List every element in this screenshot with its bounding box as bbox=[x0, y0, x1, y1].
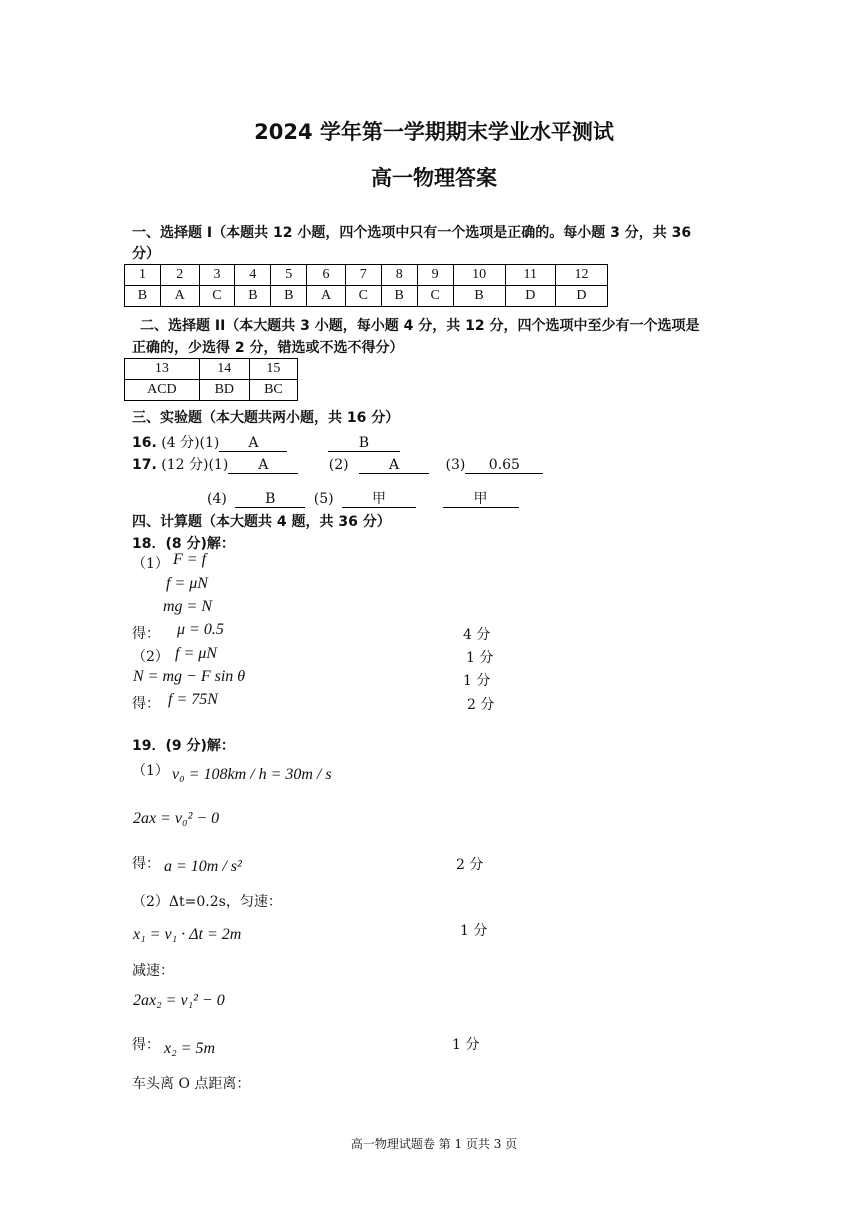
q19-eq-5: 2ax₂ = v₁² − 0 bbox=[133, 992, 225, 1009]
q16-answer-2: B bbox=[328, 435, 400, 452]
q17-answer-2: A bbox=[359, 457, 429, 474]
section1-heading: 一、选择题 I（本题共 12 小题，四个选项中只有一个选项是正确的。每小题 3 分，共 36 bbox=[132, 225, 692, 241]
table-row-answers bbox=[125, 286, 608, 307]
table-cell: C bbox=[417, 286, 453, 307]
q18-score-2: 1 分 bbox=[466, 650, 494, 666]
q18-eq-6: N = mg − F sin θ bbox=[133, 668, 246, 685]
q17-line-2 bbox=[207, 491, 519, 508]
section2-answer-table bbox=[124, 358, 298, 401]
section4-heading: 四、计算题（本大题共 4 题，共 36 分） bbox=[132, 514, 391, 530]
q19-eq-2: 2ax = v₀² − 0 bbox=[133, 810, 220, 827]
table-cell: D bbox=[555, 286, 607, 307]
table-cell: B bbox=[235, 286, 271, 307]
table-cell: 2 bbox=[160, 265, 199, 286]
table-cell: 7 bbox=[345, 265, 381, 286]
page-footer: 高一物理试题卷 第 1 页共 3 页 bbox=[350, 1137, 518, 1151]
table-cell: 13 bbox=[125, 359, 200, 380]
table-cell: 14 bbox=[199, 359, 249, 380]
q17-line-1 bbox=[132, 454, 543, 474]
table-cell: 8 bbox=[381, 265, 417, 286]
section3-heading: 三、实验题（本大题共两小题，共 16 分） bbox=[132, 410, 400, 426]
table-cell: 1 bbox=[125, 265, 161, 286]
section1-answer-table bbox=[124, 264, 608, 307]
q19-score-1: 2 分 bbox=[456, 857, 484, 873]
q18-eq-1: F = f bbox=[173, 551, 207, 568]
q19-eq-3: a = 10m / s² bbox=[164, 858, 242, 875]
table-cell: 10 bbox=[453, 265, 505, 286]
table-cell: B bbox=[271, 286, 307, 307]
table-cell: C bbox=[345, 286, 381, 307]
q17-answer-5: 甲 bbox=[342, 491, 416, 508]
q17-part-5-label: (5) bbox=[313, 491, 334, 507]
q17-answer-1: A bbox=[228, 457, 298, 474]
table-cell: A bbox=[307, 286, 346, 307]
q17-points: (12 分)(1) bbox=[161, 457, 229, 473]
table-cell: 11 bbox=[505, 265, 555, 286]
table-cell: D bbox=[505, 286, 555, 307]
page-subtitle: 高一物理答案 bbox=[371, 166, 497, 190]
q18-step-2-label: （2） bbox=[132, 649, 169, 665]
table-cell: B bbox=[125, 286, 161, 307]
q17-label: 17. bbox=[132, 457, 157, 473]
q17-part-2-label: (2) bbox=[328, 457, 349, 473]
q19-step-1-label: （1） bbox=[132, 763, 169, 779]
q18-eq-3: mg = N bbox=[163, 598, 213, 615]
table-cell: 15 bbox=[249, 359, 297, 380]
table-cell: BD bbox=[199, 380, 249, 401]
q19-decel-label: 减速： bbox=[132, 963, 174, 979]
table-cell: BC bbox=[249, 380, 297, 401]
table-cell: 4 bbox=[235, 265, 271, 286]
q18-heading: 18．(8 分)解： bbox=[132, 536, 235, 552]
q18-score-3: 1 分 bbox=[463, 673, 491, 689]
table-cell: 3 bbox=[199, 265, 235, 286]
q19-score-2: 1 分 bbox=[460, 923, 488, 939]
table-cell: ACD bbox=[125, 380, 200, 401]
table-cell: 6 bbox=[307, 265, 346, 286]
q18-score-4: 2 分 bbox=[467, 697, 495, 713]
table-row-numbers bbox=[125, 265, 608, 286]
section1-heading-cont: 分） bbox=[132, 246, 160, 262]
q17-part-3-label: (3) bbox=[445, 457, 466, 473]
section2-heading: 二、选择题 II（本大题共 3 小题，每小题 4 分，共 12 分，四个选项中至少有一个选项是 bbox=[140, 318, 700, 334]
q19-eq-1: v₀ = 108km / h = 30m / s bbox=[172, 766, 332, 783]
q16-label: 16. bbox=[132, 435, 157, 451]
table-cell: C bbox=[199, 286, 235, 307]
q19-heading: 19．(9 分)解： bbox=[132, 738, 235, 754]
table-cell: A bbox=[160, 286, 199, 307]
q18-eq-7: f = 75N bbox=[168, 691, 218, 708]
q19-eq-4: x₁ = v₁ · Δt = 2m bbox=[133, 926, 242, 943]
q18-eq-5: f = μN bbox=[175, 645, 217, 662]
table-cell: B bbox=[381, 286, 417, 307]
q16-answer-1: A bbox=[219, 435, 287, 452]
section2-heading-cont: 正确的，少选得 2 分，错选或不选不得分） bbox=[132, 340, 404, 356]
page-title: 2024 学年第一学期期末学业水平测试 bbox=[254, 120, 614, 144]
table-cell: 9 bbox=[417, 265, 453, 286]
q16-line bbox=[132, 432, 400, 452]
q17-part-4-label: (4) bbox=[207, 491, 227, 507]
q17-answer-3: 0.65 bbox=[465, 457, 543, 474]
q18-eq-2: f = μN bbox=[166, 575, 208, 592]
table-row-numbers bbox=[125, 359, 298, 380]
table-cell: 12 bbox=[555, 265, 607, 286]
q18-eq-4: μ = 0.5 bbox=[177, 621, 224, 638]
q18-result-2-label: 得： bbox=[132, 696, 160, 712]
q19-step-2: （2）Δt=0.2s，匀速： bbox=[132, 894, 282, 910]
q17-answer-4: B bbox=[235, 491, 305, 508]
q19-eq-6: x₂ = 5m bbox=[164, 1040, 216, 1057]
q19-result-label: 得： bbox=[132, 856, 160, 872]
table-cell: 5 bbox=[271, 265, 307, 286]
q18-step-1-label: （1） bbox=[132, 556, 169, 572]
table-cell: B bbox=[453, 286, 505, 307]
q16-points: (4 分)(1) bbox=[161, 435, 220, 451]
q17-answer-6: 甲 bbox=[443, 491, 519, 508]
q19-distance-label: 车头离 O 点距离： bbox=[132, 1076, 251, 1092]
q18-score-1: 4 分 bbox=[463, 627, 491, 643]
q19-score-3: 1 分 bbox=[452, 1037, 480, 1053]
q18-result-label: 得： bbox=[132, 626, 160, 642]
q19-result-2-label: 得： bbox=[132, 1037, 160, 1053]
table-row-answers bbox=[125, 380, 298, 401]
